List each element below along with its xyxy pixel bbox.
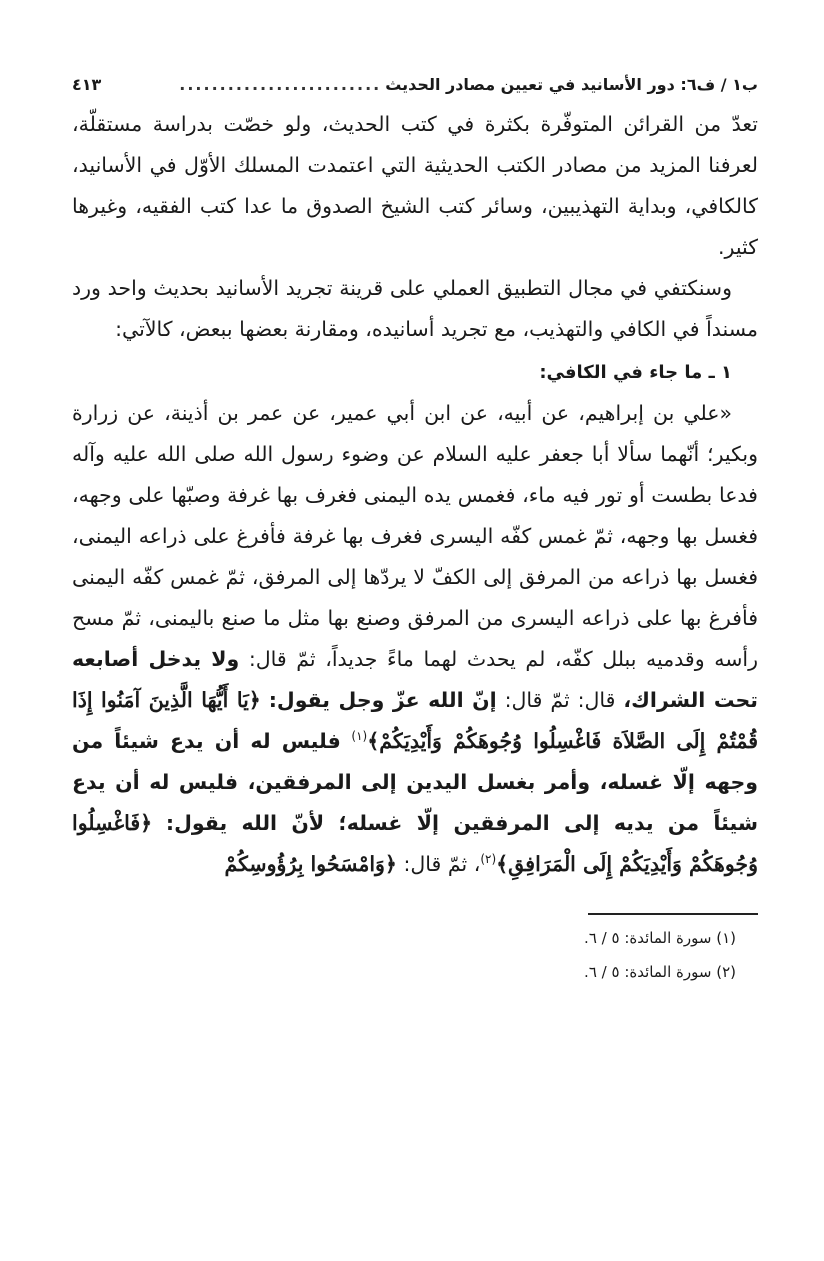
hadith-text <box>72 393 758 885</box>
header-title: ب١ / ف٦: دور الأسانيد في تعيين مصادر الحديث <box>385 75 758 94</box>
footnote-ref-2: (٢) <box>480 852 497 867</box>
hadith-part-f: ، ثمّ قال: <box>403 852 481 876</box>
quran-verse-3: ﴿وَامْسَحُوا بِرُؤُوسِكُمْ <box>224 852 397 876</box>
hadith-part-b: ولا يدخل أصابعه تحت الشراك، <box>72 647 758 712</box>
footnote-separator <box>588 913 758 915</box>
page-number: ٤١٣ <box>72 75 102 94</box>
running-header <box>72 70 758 100</box>
hadith-part-d: إنّ الله عزّ وجل يقول: <box>268 688 497 712</box>
quran-verse-2: ﴿فَاغْسِلُوا وُجُوهَكُمْ وَأَيْدِيَكُمْ إِلَى الْمَرَافِقِ﴾ <box>72 811 758 876</box>
hadith-part-e: فليس له أن يدع شيئاً من وجهه إلّا غسله، وأمر بغسل اليدين إلى المرفقين، فليس له أن يدع شيئاً من يديه إلى المرفقين إلّا غسله؛ لأنّ الله يقول: <box>72 729 758 835</box>
footnote-ref-1: (١) <box>351 729 368 744</box>
hadith-part-c: قال: ثمّ قال: <box>504 688 616 712</box>
footnote-1: (١) سورة المائدة: ٥ / ٦. <box>584 929 736 947</box>
header-leader-dots: ......................... <box>179 75 382 94</box>
page <box>72 70 758 989</box>
page-body <box>72 104 758 885</box>
footnote-2: (٢) سورة المائدة: ٥ / ٦. <box>584 963 736 981</box>
quran-verse-1: ﴿يَا أَيُّهَا الَّذِينَ آمَنُوا إِذَا قُمْتُمْ إِلَى الصَّلاَة فَاغْسِلُوا وُجُوهَكُمْ وَأَيْدِيَكُمْ﴾ <box>72 688 758 753</box>
paragraph-intro: تعدّ من القرائن المتوفّرة بكثرة في كتب الحديث، ولو خصّت بدراسة مستقلّة، لعرفنا المزيد من مصادر الكتب الحديثية التي اعتمدت المسلك الأوّل في الأسانيد، كالكافي، وبداية التهذيبين، وسائر كتب الشيخ الصدوق ما عدا كتب الفقيه، وغيرها كثير. <box>72 112 758 259</box>
paragraph-method: وسنكتفي في مجال التطبيق العملي على قرينة تجريد الأسانيد بحديث واحد ورد مسنداً في الكافي والتهذيب، مع تجريد أسانيده، ومقارنة بعضها ببعض، كالآتي: <box>72 276 758 341</box>
footnotes <box>72 921 758 989</box>
section-heading: ١ ـ ما جاء في الكافي: <box>539 362 732 383</box>
hadith-part-a: «علي بن إبراهيم، عن أبيه، عن ابن أبي عمير، عن عمر بن أذينة، عن زرارة وبكير؛ أنّهما سألا أبا جعفر عليه السلام عن وضوء رسول الله صلى الله عليه وآله فدعا بطست أو تور فيه ماء، فغمس يده اليمنى فغرف بها غرفة وصبّها على وجهه، فغسل بها وجهه، ثمّ غمس كفّه اليسرى فغرف بها غرفة فأفرغ على ذراعه اليمنى، فغسل بها ذراعه من المرفق إلى الكفّ لا يردّها إلى المرفق، ثمّ غمس كفّه اليمنى فأفرغ بها على ذراعه اليسرى من المرفق وصنع بها مثل ما صنع باليمنى، ثمّ مسح رأسه وقدميه ببلل كفّه، لم يحدث لهما ماءً جديداً، ثمّ قال: <box>72 401 758 671</box>
